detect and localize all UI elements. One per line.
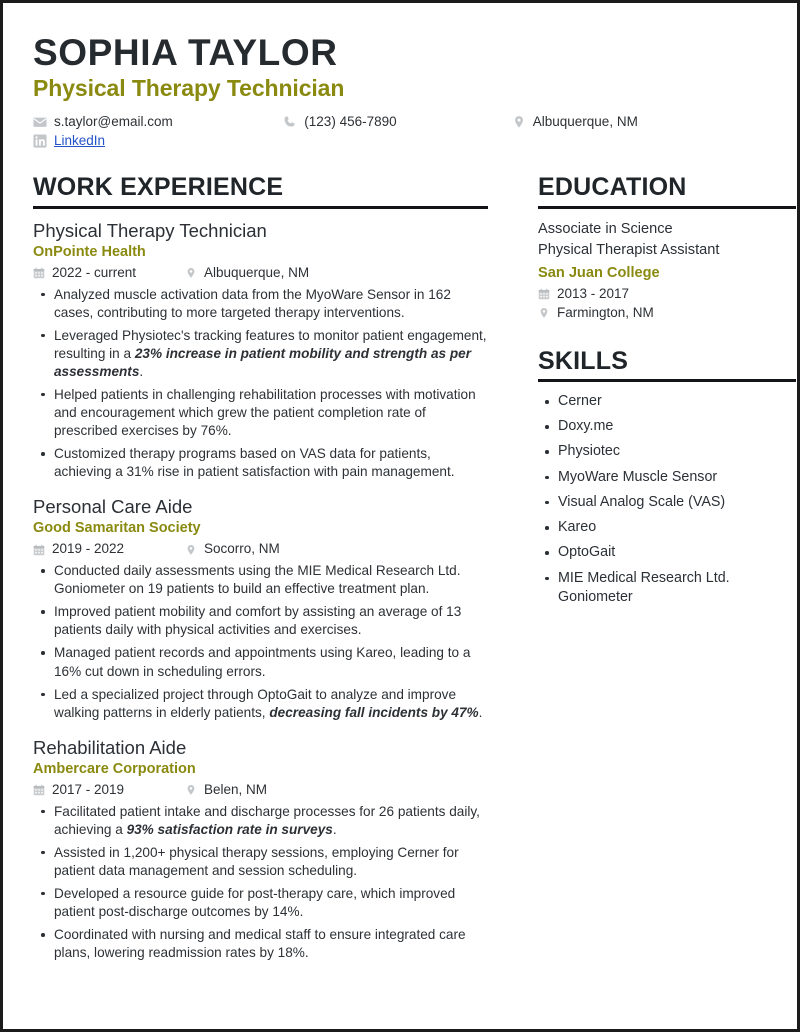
bullet-emphasis: 23% increase in patient mobility and strength as per assessments <box>54 345 472 379</box>
bullet-item <box>33 844 488 880</box>
work-entry-location <box>185 782 267 799</box>
education-location <box>538 305 796 322</box>
work-entry-meta <box>33 541 488 558</box>
work-entry-organization: OnPointe Health <box>33 243 146 260</box>
education-entry <box>538 219 796 322</box>
bullet-item <box>33 445 488 481</box>
work-entry-title: Personal Care Aide <box>33 496 193 518</box>
bullet-text: Coordinated with nursing and medical staff to ensure integrated care plans, lowering readmission rates by 18%. <box>54 927 466 961</box>
work-entry-title: Rehabilitation Aide <box>33 736 187 758</box>
contact-email[interactable] <box>33 114 283 130</box>
contact-phone[interactable] <box>283 114 511 130</box>
contact-row-secondary <box>33 133 770 149</box>
contact-linkedin[interactable] <box>33 133 285 149</box>
list-item: OptoGait <box>538 543 796 563</box>
work-entry-location <box>185 265 309 282</box>
education-field: Physical Therapist Assistant <box>538 242 720 259</box>
bullet-text: Leveraged Physiotec's tracking features to monitor patient engagement, resulting in a <box>54 327 487 361</box>
left-column <box>33 174 488 962</box>
work-entry <box>33 495 488 721</box>
education-school: San Juan College <box>538 264 660 281</box>
work-entry-meta <box>33 265 488 282</box>
work-entry <box>33 219 488 482</box>
bullet-item <box>33 644 488 680</box>
bullet-item <box>33 803 488 839</box>
work-entry-organization: Good Samaritan Society <box>33 520 201 537</box>
bullet-text: . <box>332 821 337 837</box>
calendar-icon <box>33 784 45 796</box>
work-entry-organization: Ambercare Corporation <box>33 760 196 777</box>
list-item: Visual Analog Scale (VAS) <box>538 493 796 513</box>
work-entry-bullets <box>33 286 488 482</box>
map-pin-icon <box>185 267 197 279</box>
bullet-text: Analyzed muscle activation data from the MyoWare Sensor in 162 cases, contributing to more targeted therapy interventions. <box>54 286 451 320</box>
linkedin-icon <box>33 134 47 148</box>
education-date <box>538 286 796 303</box>
bullet-item <box>33 286 488 322</box>
resume-body <box>33 174 770 962</box>
work-entry-date-text: 2022 - current <box>52 264 137 280</box>
skills-heading: SKILLS <box>538 346 629 375</box>
education-date-text: 2013 - 2017 <box>557 286 630 302</box>
contact-linkedin-link[interactable]: LinkedIn <box>54 133 106 149</box>
work-entry <box>33 736 488 962</box>
bullet-text: Developed a resource guide for post-therapy care, which improved patient post-discharge outcomes by 14%. <box>54 885 456 920</box>
work-entry-title: Physical Therapy Technician <box>33 219 267 241</box>
list-item: MyoWare Muscle Sensor <box>538 468 796 488</box>
section-work-experience <box>33 174 488 962</box>
education-degree: Associate in Science <box>538 220 673 237</box>
work-entry-bullets <box>33 803 488 963</box>
bullet-item <box>33 686 488 722</box>
work-entry-date-text: 2019 - 2022 <box>52 541 125 557</box>
map-pin-icon <box>185 544 197 556</box>
list-item: MIE Medical Research Ltd. Goniometer <box>538 569 796 608</box>
map-pin-icon <box>538 307 550 319</box>
contact-phone-text: (123) 456-7890 <box>304 114 397 130</box>
bullet-item <box>33 327 488 381</box>
education-meta <box>538 286 796 322</box>
bullet-text: Managed patient records and appointments using Kareo, leading to a 16% cut down in scheduling errors. <box>54 645 471 679</box>
bullet-text: Led a specialized project through OptoGait to analyze and improve walking patterns in elderly patients, <box>54 686 457 720</box>
skills-rule <box>538 379 796 382</box>
work-entry-location <box>185 541 280 558</box>
bullet-emphasis: decreasing fall incidents by 47% <box>269 704 479 720</box>
bullet-item <box>33 885 488 921</box>
phone-icon <box>283 115 297 129</box>
right-column <box>538 174 796 613</box>
work-entry-bullets <box>33 562 488 722</box>
bullet-text: Assisted in 1,200+ physical therapy sessions, employing Cerner for patient data management and session scheduling. <box>54 844 459 878</box>
education-heading: EDUCATION <box>538 173 687 202</box>
contact-row-primary <box>33 114 770 130</box>
contact-email-text: s.taylor@email.com <box>54 114 173 130</box>
work-entry-location-text: Albuquerque, NM <box>204 264 310 280</box>
skills-list <box>538 392 796 608</box>
bullet-emphasis: 93% satisfaction rate in surveys <box>126 821 333 837</box>
candidate-name: SOPHIA TAYLOR <box>33 32 338 73</box>
section-skills <box>538 348 796 608</box>
list-item: Physiotec <box>538 442 796 462</box>
work-entry-meta <box>33 782 488 799</box>
contact-location <box>512 114 770 130</box>
bullet-text: Helped patients in challenging rehabilitation processes with motivation and encouragement which grew the patient completion rate of prescribed exercises by 76%. <box>54 386 476 439</box>
work-entry-date <box>33 782 185 799</box>
list-item: Cerner <box>538 392 796 412</box>
work-entry-date-text: 2017 - 2019 <box>52 781 125 797</box>
resume-header <box>33 33 770 149</box>
bullet-text: Facilitated patient intake and discharge processes for 26 patients daily, achieving a <box>54 803 480 837</box>
work-entry-location-text: Belen, NM <box>204 781 268 797</box>
bullet-item <box>33 562 488 598</box>
bullet-item <box>33 386 488 440</box>
list-item: Doxy.me <box>538 417 796 437</box>
calendar-icon <box>538 288 550 300</box>
bullet-text: Conducted daily assessments using the MIE Medical Research Ltd. Goniometer on 19 patients to build an effective treatment plan. <box>54 563 461 597</box>
bullet-text: Improved patient mobility and comfort by assisting an average of 13 patients daily with physical activities and exercises. <box>54 604 462 638</box>
contact-location-text: Albuquerque, NM <box>532 114 638 130</box>
candidate-job-title: Physical Therapy Technician <box>33 74 345 101</box>
list-item: Kareo <box>538 518 796 538</box>
bullet-item <box>33 603 488 639</box>
section-education <box>538 174 796 321</box>
bullet-item <box>33 926 488 962</box>
work-entry-location-text: Socorro, NM <box>204 541 280 557</box>
education-location-text: Farmington, NM <box>557 304 654 320</box>
bullet-text: Customized therapy programs based on VAS data for patients, achieving a 31% rise in patient satisfaction with pain management. <box>54 446 455 480</box>
calendar-icon <box>33 544 45 556</box>
education-rule <box>538 206 796 209</box>
work-entry-date <box>33 541 185 558</box>
bullet-text: . <box>139 363 144 379</box>
envelope-icon <box>33 115 47 129</box>
calendar-icon <box>33 267 45 279</box>
work-experience-rule <box>33 206 488 209</box>
map-pin-icon <box>512 115 526 129</box>
work-entry-date <box>33 265 185 282</box>
work-experience-heading: WORK EXPERIENCE <box>33 173 284 202</box>
bullet-text: . <box>478 704 483 720</box>
work-entries-container <box>33 219 488 963</box>
map-pin-icon <box>185 784 197 796</box>
